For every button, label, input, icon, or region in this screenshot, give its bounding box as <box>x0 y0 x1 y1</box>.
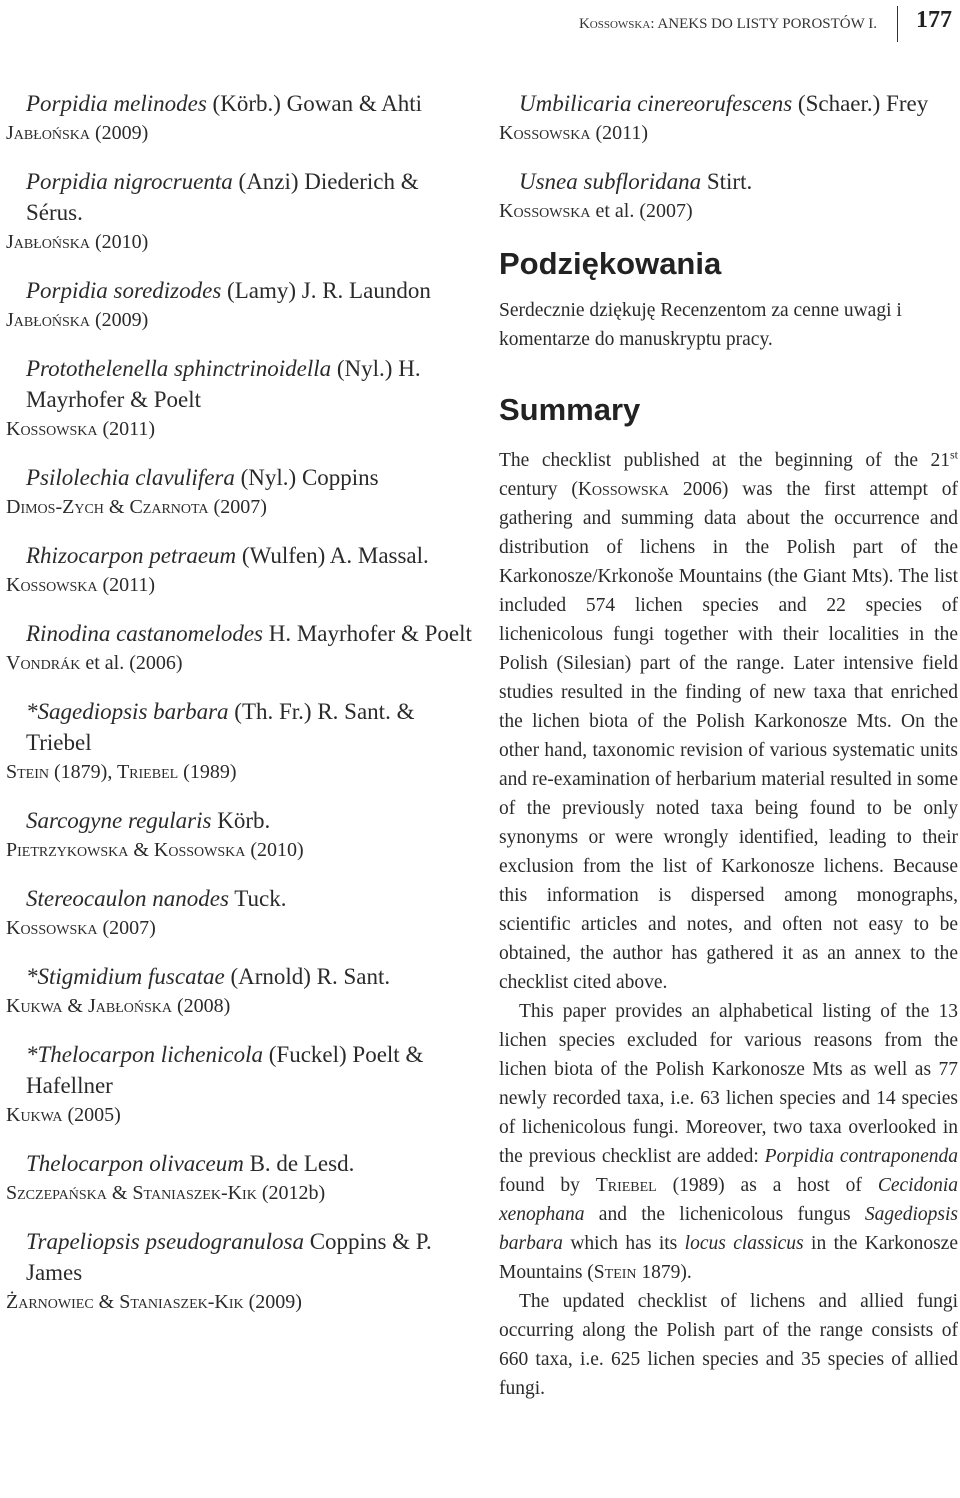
taxon-authority: H. Mayrhofer & Poelt <box>268 621 472 646</box>
taxon-name-line <box>6 166 476 228</box>
taxon-authority: (Nyl.) Coppins <box>240 465 379 490</box>
taxon-name: Trapeliopsis pseudogranulosa <box>26 1229 304 1254</box>
taxon-authority: (Körb.) Gowan & Ahti <box>212 91 423 116</box>
summary-p2-text-g: 1879). <box>636 1262 692 1283</box>
taxon-name: Rinodina castanomelodes <box>26 621 263 646</box>
taxon-name-line <box>6 696 476 758</box>
taxon-reference <box>6 571 476 600</box>
taxon-name: *Sagediopsis barbara <box>26 699 229 724</box>
reference-authors: Stein (1879), Triebel <box>6 761 179 783</box>
summary-p2-text-e: which has its <box>562 1233 685 1254</box>
taxon-entry <box>499 88 958 148</box>
taxon-entry <box>6 618 476 678</box>
taxon-entry <box>6 883 476 943</box>
summary-p2-locus: locus classicus <box>684 1233 804 1254</box>
taxon-name: Porpidia nigrocruenta <box>26 169 233 194</box>
taxon-reference <box>6 493 476 522</box>
reference-authors: Jabłońska <box>6 309 91 331</box>
acknowledgements-text: Serdecznie dziękuję Recenzentom za cenne uwagi i komentarze do manuskryptu pracy. <box>499 300 902 350</box>
taxon-name-line <box>6 1148 476 1179</box>
reference-year: (2009) <box>90 309 149 331</box>
taxon-entry <box>6 1148 476 1208</box>
taxon-name: Umbilicaria cinereorufescens <box>519 91 793 116</box>
reference-year: (2012b) <box>256 1182 326 1204</box>
reference-authors: Kossowska <box>499 122 591 144</box>
reference-authors: Kossowska <box>6 917 98 939</box>
page-number: 177 <box>916 7 952 33</box>
taxon-authority: (Nyl.) H. Mayrhofer & Poelt <box>26 356 421 412</box>
taxon-name: Porpidia melinodes <box>26 91 207 116</box>
taxon-name-line <box>6 353 476 415</box>
taxon-entry <box>6 1226 476 1317</box>
taxon-authority: B. de Lesd. <box>249 1151 355 1176</box>
summary-paragraph-2 <box>499 997 958 1287</box>
taxon-reference <box>499 197 958 226</box>
summary-p1-sup: st <box>949 447 958 462</box>
taxon-name-line <box>6 275 476 306</box>
header-divider <box>897 6 898 42</box>
reference-authors: Żarnowiec & Staniaszek-Kik <box>6 1291 244 1313</box>
summary-p2-taxon-3: Sagediopsis barbara <box>499 1204 958 1254</box>
taxon-reference <box>6 306 476 335</box>
reference-authors: Vondrák <box>6 652 81 674</box>
taxon-authority: (Wulfen) A. Massal. <box>241 543 429 568</box>
taxon-name-line <box>6 88 476 119</box>
taxon-entry <box>6 88 476 148</box>
taxon-authority: (Arnold) R. Sant. <box>230 964 391 989</box>
taxon-name: Sarcogyne regularis <box>26 808 212 833</box>
summary-p2-taxon-2: Cecidonia xenophana <box>499 1175 958 1225</box>
taxon-reference <box>6 415 476 444</box>
summary-paragraph-3: The updated checklist of lichens and allied fungi occurring along the Polish part of the range consists of 660 taxa, i.e. 625 lichen species and 35 species of allied fungi. <box>499 1291 958 1399</box>
taxon-reference <box>6 1101 476 1130</box>
taxon-entry <box>6 540 476 600</box>
summary-p2-text-a: This paper provides an alphabetical listing of the 13 lichen species excluded for various reasons from the lichen biota of the Polish Karkonosze Mts as well as 77 newly recorded taxa, i.e. 63 lichen species and 14 species of lichenicolous fungi. Moreover, two taxa overlooked in the previous checklist are added: <box>499 1001 958 1167</box>
taxon-reference <box>6 914 476 943</box>
reference-authors: Dimos-Zych & Czarnota <box>6 496 209 518</box>
summary-p2-text-f: in the Karkonosze Mountains ( <box>499 1233 958 1283</box>
taxon-reference <box>6 836 476 865</box>
taxon-entry <box>6 805 476 865</box>
taxon-name: Psilolechia clavulifera <box>26 465 235 490</box>
reference-year: et al. (2006) <box>80 652 183 674</box>
reference-year: (1989) <box>178 761 237 783</box>
reference-authors: Szczepańska & Staniaszek-Kik <box>6 1182 257 1204</box>
reference-authors: Kukwa & Jabłońska <box>6 995 173 1017</box>
summary-p1-author: Kossowska <box>577 479 669 500</box>
taxon-name-line <box>6 618 476 649</box>
reference-year: (2009) <box>243 1291 302 1313</box>
reference-year: (2008) <box>172 995 231 1017</box>
taxon-name-line <box>499 166 958 197</box>
taxon-name-line <box>6 805 476 836</box>
taxon-authority: (Schaer.) Frey <box>797 91 929 116</box>
taxon-authority: (Anzi) Diederich & Sérus. <box>26 169 419 225</box>
reference-authors: Kossowska <box>6 418 98 440</box>
taxon-reference <box>499 119 958 148</box>
taxon-reference <box>6 1179 476 1208</box>
taxon-name-line <box>499 88 958 119</box>
reference-authors: Kossowska <box>6 574 98 596</box>
summary-p2-text-b: found by <box>499 1175 596 1196</box>
reference-authors: Kukwa <box>6 1104 63 1126</box>
taxon-reference <box>6 649 476 678</box>
reference-year: (2010) <box>245 839 304 861</box>
summary-p1-text-c: 2006) was the first attempt of gathering and summing data about the occurrence and distribution of lichens in the Polish part of the Karkonosze/Krkonoše Mountains (the Giant Mts). The list included 574 lichen species and 22 species of lichenicolous fungi together with their localities in the Polish (Silesian) part of the range. Later intensive field studies resulted in the finding of new taxa that enriched the lichen biota of the Polish Karkonosze Mts. On the other hand, taxonomic revision of various systematic units and re-examination of herbarium material resulted in some of the previously noted taxa being found to be only synonyms or were wrongly identified, leading to their exclusion from the list of Karkonosze lichens. Because this information is dispersed among monographs, scientific articles and notes, and often not easy to be obtained, the author has gathered it as an annex to the checklist cited above. <box>499 479 958 993</box>
summary-p2-taxon-1: Porpidia contraponenda <box>764 1146 958 1167</box>
reference-year: (2007) <box>208 496 267 518</box>
reference-authors: Pietrzykowska & Kossowska <box>6 839 246 861</box>
running-title-author: Kossowska <box>578 16 651 32</box>
reference-year: (2011) <box>97 418 156 440</box>
taxon-name: Porpidia soredizodes <box>26 278 222 303</box>
taxon-name: *Stigmidium fuscatae <box>26 964 225 989</box>
summary-p1-text-a: The checklist published at the beginning of the 21 <box>499 450 950 471</box>
reference-year: (2005) <box>62 1104 121 1126</box>
reference-authors: Kossowska <box>499 200 591 222</box>
taxon-name-line <box>6 1226 476 1288</box>
taxon-name-line <box>6 1039 476 1101</box>
reference-year: (2010) <box>90 231 149 253</box>
taxon-entry <box>6 353 476 444</box>
taxon-name-line <box>6 883 476 914</box>
taxon-name-line <box>6 540 476 571</box>
taxon-reference <box>6 119 476 148</box>
summary-paragraph-1 <box>499 446 958 997</box>
summary-p2-author-2: Stein <box>593 1262 637 1283</box>
reference-year: et al. (2007) <box>590 200 693 222</box>
reference-year: (2007) <box>97 917 156 939</box>
taxon-authority: Stirt. <box>706 169 753 194</box>
taxon-entry <box>6 696 476 787</box>
taxon-authority: (Fuckel) Poelt & Hafellner <box>26 1042 424 1098</box>
taxon-reference <box>6 1288 476 1317</box>
taxon-name-line <box>6 961 476 992</box>
right-entries <box>499 88 958 226</box>
taxon-entry <box>6 1039 476 1130</box>
taxon-reference <box>6 992 476 1021</box>
taxon-name-line <box>6 462 476 493</box>
running-title <box>579 16 877 33</box>
taxon-name: *Thelocarpon lichenicola <box>26 1042 263 1067</box>
running-title-rest: : ANEKS DO LISTY POROSTÓW I. <box>650 16 877 32</box>
summary-heading: Summary <box>499 392 641 427</box>
right-column <box>499 88 958 1403</box>
taxon-authority: Körb. <box>217 808 271 833</box>
taxon-reference <box>6 228 476 257</box>
taxon-authority: (Lamy) J. R. Laundon <box>227 278 431 303</box>
summary-p1-text-b: century ( <box>499 479 578 500</box>
running-header <box>579 6 960 42</box>
taxon-name: Stereocaulon nanodes <box>26 886 229 911</box>
taxon-entry <box>6 961 476 1021</box>
taxon-name: Thelocarpon olivaceum <box>26 1151 244 1176</box>
taxon-authority: Tuck. <box>234 886 287 911</box>
taxon-reference <box>6 758 476 787</box>
taxon-entry <box>6 166 476 257</box>
taxon-name: Rhizocarpon petraeum <box>26 543 237 568</box>
taxon-entry <box>499 166 958 226</box>
acknowledgements-heading: Podziękowania <box>499 246 722 281</box>
summary-p2-text-d: and the lichenicolous fungus <box>584 1204 865 1225</box>
left-column <box>6 88 476 1335</box>
taxon-name: Protothelenella sphinctrinoidella <box>26 356 332 381</box>
taxon-entry <box>6 275 476 335</box>
reference-authors: Jabłońska <box>6 122 91 144</box>
reference-year: (2009) <box>90 122 149 144</box>
taxon-authority: Coppins & P. James <box>26 1229 432 1285</box>
taxon-name: Usnea subfloridana <box>519 169 702 194</box>
reference-authors: Jabłońska <box>6 231 91 253</box>
reference-year: (2011) <box>590 122 649 144</box>
reference-year: (2011) <box>97 574 156 596</box>
summary-p2-text-c: (1989) as a host of <box>656 1175 878 1196</box>
taxon-authority: (Th. Fr.) R. Sant. & Triebel <box>26 699 415 755</box>
taxon-entry <box>6 462 476 522</box>
summary-p2-author-1: Triebel <box>595 1175 657 1196</box>
